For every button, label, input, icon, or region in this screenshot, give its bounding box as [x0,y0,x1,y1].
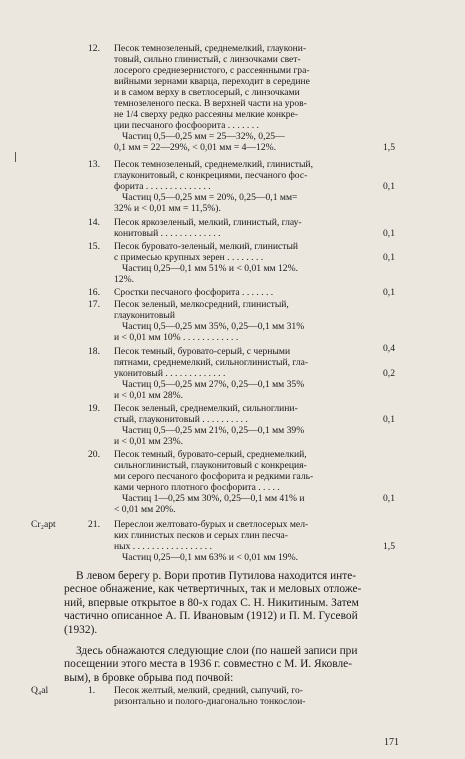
entry-number: 20. [88,449,100,460]
entry-text [114,241,372,285]
layer-thickness: 1,5 [383,541,395,553]
entry-number: 14. [88,217,100,228]
entry-line: Сростки песчаного фосфорита . . . . . . . [114,287,274,298]
paragraph-line: ний, впервые открытое в 80-х годах С. Н. Никитиным. Затем [64,596,359,609]
margin-mark [15,152,16,162]
paragraph-1 [64,570,408,637]
entry-line: пятнами, среднемелкий, сильноглинистый, гла- [114,357,309,369]
layer-thickness: 0,1 [383,228,395,240]
entry-line: Частиц 0,5—0,25 мм 21%, 0,25—0,1 мм 39% [122,425,305,437]
entry-line: ками черного плотного фосфорита . . . . . [114,482,280,494]
entry-line: ции песчаного фосфоорита . . . . . . . [114,120,259,132]
entry-number: 12. [88,43,100,54]
entry-line: и < 0,01 мм 10% . . . . . . . . . . . . [114,332,239,344]
paragraph-2 [64,645,408,685]
entry-text [114,519,372,563]
entry-number: 16. [88,287,100,298]
paragraph-line: (1932). [64,623,98,636]
entry-line: вийными зернами кварца, переходит в середине [114,76,310,88]
entry-number: 21. [88,519,100,530]
entry-line: Песок темнозеленый, среднемелкий, глинистый, [114,159,313,170]
layer-thickness: 0,1 [383,181,395,193]
entry-line: Частиц 0,5—0,25 мм = 25—32%, 0,25— [122,131,285,143]
layer-thickness: 0,1 [383,287,395,298]
entry-line: стый, глауконитовый . . . . . . . . . . [114,414,248,426]
entry-line: ных . . . . . . . . . . . . . . . . . [114,541,212,553]
entry-line: 12%. [114,274,134,286]
stratigraphic-index: Q₄al [31,685,49,696]
entry-line: Частиц 1—0,25 мм 30%, 0,25—0,1 мм 41% и [122,493,305,505]
entry-line: Песок темный, буровато-серый, среднемелкий, [114,449,307,460]
entry-line: темнозеленого песка. В верхней части на уров- [114,98,307,110]
entry-line: Песок темный, буровато-серый, с черными [114,346,291,357]
layer-thickness: 0,1 [383,414,395,426]
entry-line: Песок зеленый, мелкосредний, глинистый, [114,299,289,310]
entry-line: Песок темнозеленый, среднемелкий, глаукони- [114,43,307,54]
paragraph-line: ресное обнажение, как четвертичных, так и меловых отложе- [64,583,362,596]
entry-line: ми серого песчаного фосфорита и редкими галь- [114,471,314,483]
entry-line: Частиц 0,5—0,25 мм = 20%, 0,25—0,1 мм= [122,192,298,204]
paragraph-line: частично описанное А. П. Ивановым (1912) и П. М. Гусевой [64,610,358,623]
entry-line: Частиц 0,25—0,1 мм 51% и < 0,01 мм 12%. [122,263,298,275]
entry-line: Песок яркозеленый, мелкий, глинистый, глау- [114,217,302,228]
entry-text [114,159,372,214]
entry-line: Частиц 0,25—0,1 мм 63% и < 0,01 мм 19%. [122,552,298,564]
layer-thickness: 0,1 [383,493,395,505]
layer-thickness: 1,5 [383,142,395,154]
entry-line: Частиц 0,5—0,25 мм 35%, 0,25—0,1 мм 31% [122,321,305,333]
layer-thickness: 0,2 [383,368,395,380]
entry-line: Переслои желтовато-бурых и светлосерых мел- [114,519,309,530]
entry-line: сильноглинистый, глауконитовый с конкреция- [114,460,307,472]
entry-line: Песок буровато-зеленый, мелкий, глинистый [114,241,299,252]
entry-number: 15. [88,241,100,252]
entry-text [114,449,372,515]
entry-line: с примесью крупных зерен . . . . . . . . [114,252,264,264]
entry-text [114,403,372,447]
entry-line: ких глинистых песков и серых глин песча- [114,530,288,542]
entry-line: конитовый . . . . . . . . . . . . . [114,228,221,240]
entry-number: 18. [88,346,100,357]
entry-line: не 1/4 сверху редко рассеяны мелкие конкре- [114,109,298,121]
entry-line: 0,1 мм = 22—29%, < 0,01 мм = 4—12%. [114,142,277,154]
entry-line: товый, сильно глинистый, с линзочками свет- [114,54,301,66]
entry-line: Песок желтый, мелкий, средний, сыпучий, го- [114,685,303,696]
entry-line: уконитовый . . . . . . . . . . . . . [114,368,226,380]
paragraph-line: посещении этого места в 1936 г. совместно с М. И. Яковле- [64,658,353,671]
paragraph-line: В левом берегу р. Вори против Путилова находится инте- [76,570,357,582]
entry-line: и < 0,01 мм 28%. [114,390,184,402]
entry-line: и в самом верху в светлосерый, с линзочками [114,87,300,99]
entry-line: ризонтально и полого-диагонально тонкослои- [114,696,306,708]
paragraph-line: Здесь обнажаются следующие слои (по нашей записи при [76,645,358,657]
entry-text [114,217,372,239]
entry-number: 19. [88,403,100,414]
page-number: 171 [384,737,399,748]
entry-line: 32% и < 0,01 мм = 11,5%). [114,203,221,215]
stratigraphic-index: Cr₂apt [31,519,56,530]
entry-line: Частиц 0,5—0,25 мм 27%, 0,25—0,1 мм 35% [122,379,305,391]
entry-line: Песок зеленый, среднемелкий, сильноглини- [114,403,298,414]
entry-text [114,43,372,153]
entry-text [114,346,372,401]
entry-line: глауконитовый [114,310,176,322]
layer-thickness: 0,1 [383,252,395,264]
layer-thickness: 0,4 [383,343,395,355]
entry-number: 1. [88,685,96,696]
entry-line: и < 0,01 мм 23%. [114,436,184,448]
entry-line: глауконитовый, с конкрециями, песчаного фос- [114,170,308,182]
entry-line: форита . . . . . . . . . . . . . . [114,181,211,193]
entry-number: 13. [88,159,100,170]
entry-text [114,299,372,343]
entry-line: < 0,01 мм 20%. [114,504,176,516]
entry-line: лосерого среднезернистого, с рассеянными гра- [114,65,310,77]
paragraph-line: вым), в бровке обрыва под почвой: [64,671,234,684]
entry-text [114,287,372,298]
entry-number: 17. [88,299,100,310]
entry-text [114,685,372,707]
